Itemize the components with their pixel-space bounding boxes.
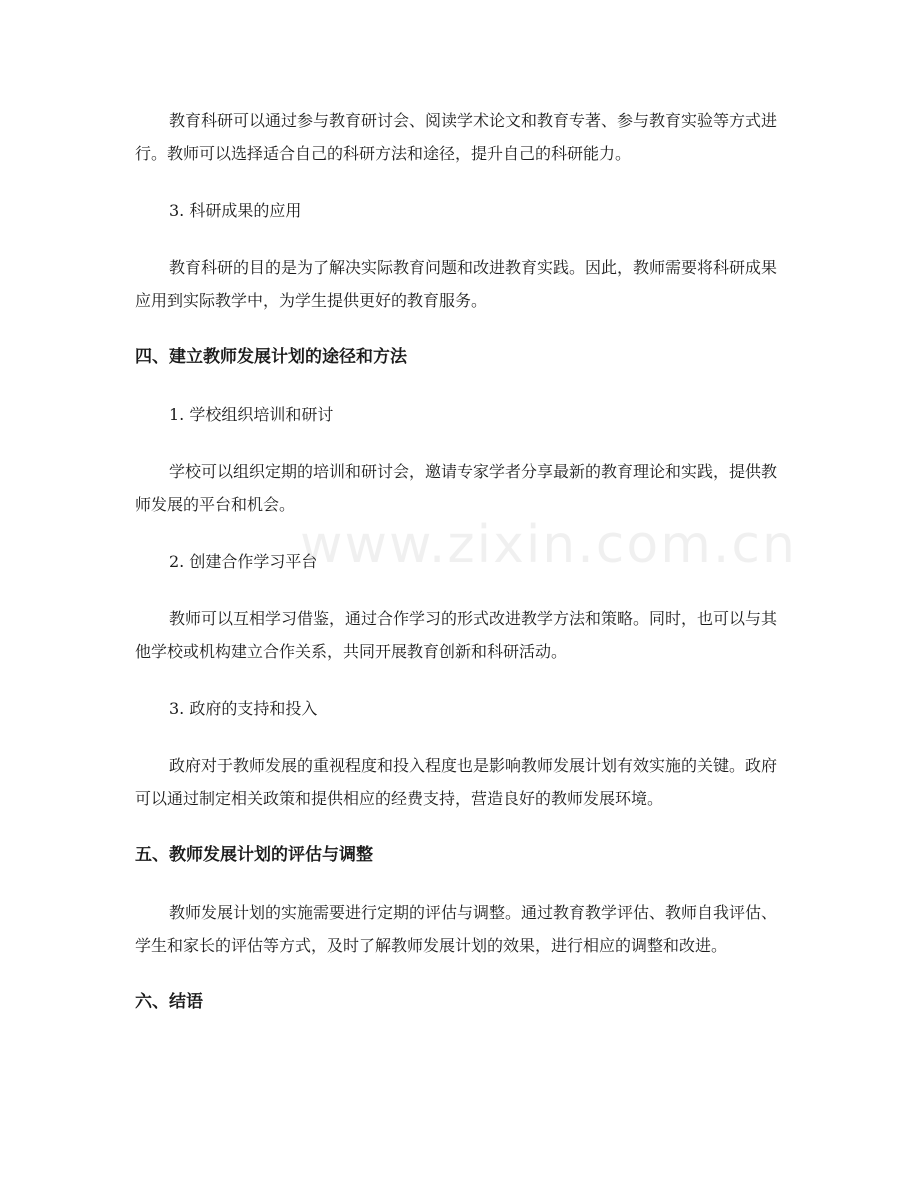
subsection-title: 2. 创建合作学习平台 <box>169 552 318 571</box>
paragraph: 教育科研可以通过参与教育研讨会、阅读学术论文和教育专著、参与教育实验等方式进行。教师可以选择适合自己的科研方法和途径，提升自己的科研能力。 <box>135 111 778 163</box>
paragraph: 教育科研的目的是为了解决实际教育问题和改进教育实践。因此，教师需要将科研成果应用到实际教学中，为学生提供更好的教育服务。 <box>135 258 778 310</box>
document-body <box>135 104 797 1043</box>
section-heading: 六、结语 <box>135 992 203 1012</box>
subsection-title: 3. 科研成果的应用 <box>169 201 302 220</box>
section-heading: 四、建立教师发展计划的途径和方法 <box>135 347 407 367</box>
watermark: www.zixin.com.cn <box>300 515 797 575</box>
paragraph: 教师可以互相学习借鉴，通过合作学习的形式改进教学方法和策略。同时，也可以与其他学校或机构建立合作关系，共同开展教育创新和科研活动。 <box>135 609 778 661</box>
paragraph: 学校可以组织定期的培训和研讨会，邀请专家学者分享最新的教育理论和实践，提供教师发展的平台和机会。 <box>135 462 778 514</box>
subsection-title: 3. 政府的支持和投入 <box>169 699 318 718</box>
paragraph: 政府对于教师发展的重视程度和投入程度也是影响教师发展计划有效实施的关键。政府可以通过制定相关政策和提供相应的经费支持，营造良好的教师发展环境。 <box>135 756 778 808</box>
section-heading: 五、教师发展计划的评估与调整 <box>135 845 373 865</box>
paragraph: 教师发展计划的实施需要进行定期的评估与调整。通过教育教学评估、教师自我评估、学生和家长的评估等方式，及时了解教师发展计划的效果，进行相应的调整和改进。 <box>135 903 778 955</box>
subsection-title: 1. 学校组织培训和研讨 <box>169 405 334 424</box>
